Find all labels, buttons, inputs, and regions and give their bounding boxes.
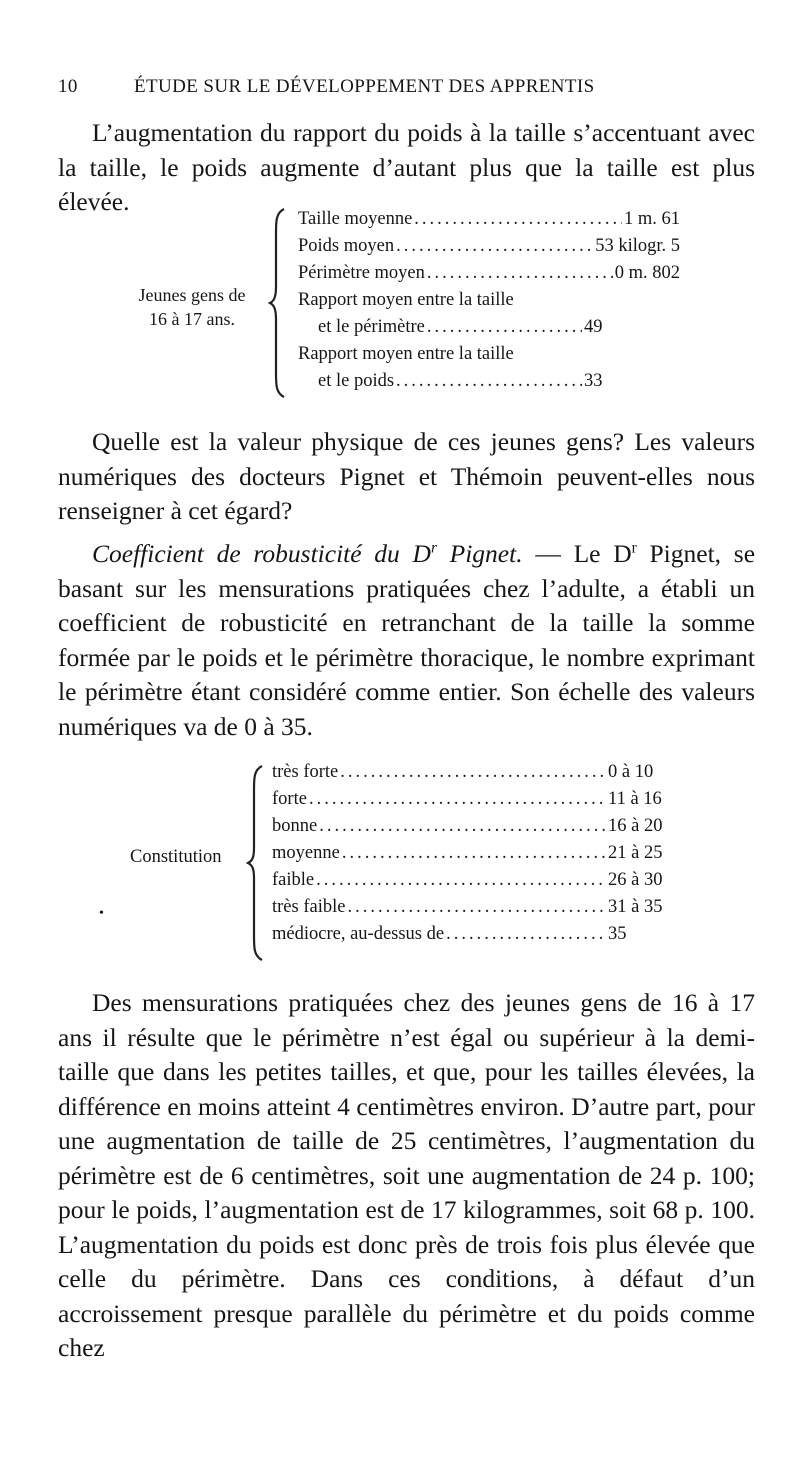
paragraph-2: Quelle est la valeur physique de ces jeunes gens? Les valeurs numériques des docteurs Pignet et Thémoin peuvent-elles nous renseigner à cet égard? [58,427,755,525]
table-row [272,789,682,815]
table-row [318,371,680,397]
brace-icon [268,207,290,399]
table-row [298,209,680,235]
row-value: 0 à 10 [608,762,654,782]
row-value: 11 à 16 [608,789,662,809]
row-label: très faible [272,897,346,917]
table-row [272,870,682,896]
heading-text: Coefficient de robusticité du D [92,539,431,568]
group-label-line-2: 16 à 17 ans. [149,309,235,329]
table-row [298,263,680,289]
em-dash: — [522,539,574,568]
heading-superscript: r [430,539,437,557]
row-label: médiocre, au-dessus de [272,924,445,944]
table-row [272,843,682,869]
row-value: 35 [608,924,627,944]
measurements-table [0,203,800,398]
row-label: et le poids [318,371,395,391]
leader-dots [396,371,582,392]
heading-text-end: Pignet. [436,539,523,568]
brace-icon [246,764,268,962]
leader-dots [342,843,606,864]
body-text-end: Pignet, se basant sur les mensurations pratiquées chez l’adulte, a établi un coefficient de robusticité en retranchant de la taille la somme formée par le poids et le périmètre thoracique, le nombre exprimant le périmètre étant considéré comme entier. Son échelle des valeurs numériques va de 0 à 35. [58,539,756,741]
page-number: 10 [58,76,78,97]
group-label-line-1: Jeunes gens de [138,285,246,305]
leader-dots [316,870,606,891]
row-label: très forte [272,762,339,782]
row-label: Taille moyenne [298,209,413,229]
row-label: bonne [272,816,318,836]
row-label: moyenne [272,843,340,863]
leader-dots [319,816,606,837]
table-row [298,290,680,316]
leader-dots [414,209,622,230]
section-heading [92,539,523,568]
paragraph-3 [58,537,755,744]
body-text: Le D [573,539,632,568]
leader-dots [340,762,606,783]
table-row [298,344,680,370]
leader-dots [427,317,582,338]
row-value: 49 [584,317,603,337]
body-superscript: r [631,539,637,557]
row-value: 26 à 30 [608,870,663,890]
leader-dots [309,789,606,810]
leader-dots [446,924,606,945]
table-row [318,317,680,343]
row-label: Rapport moyen entre la taille [298,290,514,310]
row-value: 16 à 20 [608,816,663,836]
row-label: Périmètre moyen [298,263,425,283]
stray-mark: • [99,906,104,921]
group-label [112,283,272,331]
row-value: 0 m. 802 [614,263,680,283]
running-title: ÉTUDE SUR LE DÉVELOPPEMENT DES APPRENTIS [134,76,595,97]
table-row [272,762,682,788]
row-value: 1 m. 61 [623,209,680,229]
row-label: forte [272,789,307,809]
row-label: Poids moyen [298,236,395,256]
table-row [298,236,680,262]
leader-dots [396,236,593,257]
row-label: faible [272,870,315,890]
table-row [272,924,682,950]
row-label: et le périmètre [318,317,425,337]
row-label: Rapport moyen entre la taille [298,344,514,364]
paragraph-1: L’augmentation du rapport du poids à la taille s’accentuant avec la taille, le poids augmente d’autant plus que la taille est plus élevée. [58,118,755,216]
table-row [272,816,682,842]
constitution-table [0,760,800,965]
row-value: 33 [584,371,603,391]
row-value: 31 à 35 [608,897,663,917]
table-row [272,897,682,923]
leader-dots [347,897,606,918]
paragraph-4: Des mensurations pratiquées chez des jeunes gens de 16 à 17 ans il résulte que le périmètre n’est égal ou supérieur à la demi-taille que dans les petites tailles, et que, pour les tailles élevées, la différence en moins atteint 4 centimètres environ. D’autre part, pour une augmentation de taille de 25 centimètres, l’augmentation du périmètre est de 6 centimètres, soit une augmentation de 24 p. 100; pour le poids, l’augmentation est de 17 kilogrammes, soit 68 p. 100. L’augmentation du poids est donc près de trois fois plus élevée que celle du périmètre. Dans ces conditions, à défaut d’un accroissement presque parallèle du périmètre et du poids comme chez [58,988,755,1362]
leader-dots [427,263,613,284]
row-value: 53 kilogr. 5 [595,236,680,256]
constitution-label: Constitution [130,847,222,867]
row-value: 21 à 25 [608,843,663,863]
